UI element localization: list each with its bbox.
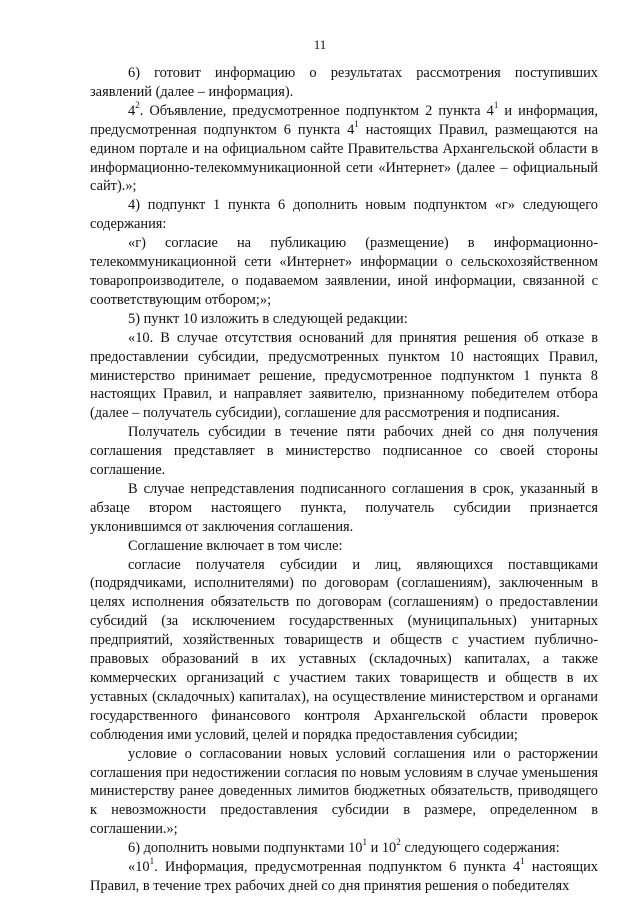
paragraph-text: «10. В случае отсутствия оснований для принятия решения об отказе в предоставлении субсидии, предусмотренных пунктом 10 настоящих Правил, министерство принимает решение, предусмотренное подпунктом 1 пункта 8 настоящих Правил, и направляет заявителю, признанному победителем отбора (далее – получатель субсидии), соглашение для рассмотрения и подписания.	[90, 329, 598, 422]
paragraph-text: и информация, предусмотренная подпунктом 6 пункта 4	[90, 102, 599, 138]
paragraph-text: Соглашение включает в том числе:	[128, 537, 343, 554]
paragraph-text: настоящих Правил, в течение трех рабочих дней со дня принятия решения о победителях	[90, 859, 598, 894]
paragraph-text: следующего содержания:	[400, 840, 560, 857]
paragraph-text: настоящих Правил, размещаются на едином портале и на официальном сайте Правительства Архангельской области в информационно-телекоммуникационной сети «Интернет» (далее – официальный сайт).»;	[90, 121, 598, 195]
paragraph-text: Получатель субсидии в течение пяти рабочих дней со дня получения соглашения представляет в министерство подписанное со своей стороны соглашение.	[90, 424, 598, 479]
superscript-index: 2	[396, 837, 401, 848]
paragraph-text: В случае непредставления подписанного соглашения в срок, указанный в абзаце втором настоящего пункта, получатель субсидии признается уклонившимся от заключения соглашения.	[90, 480, 598, 535]
superscript-index: 1	[149, 856, 155, 867]
paragraph-text: 6) дополнить новыми подпунктами 10	[128, 840, 363, 857]
superscript-index: 2	[135, 100, 140, 111]
paragraph	[90, 102, 598, 197]
paragraph	[90, 329, 598, 424]
paragraph	[90, 310, 598, 329]
paragraph-text: и 10	[366, 840, 397, 857]
paragraph-text: . Объявление, предусмотренное подпунктом 2 пункта 4	[139, 102, 494, 119]
superscript-index: 1	[354, 118, 359, 129]
superscript-index: 1	[493, 100, 499, 111]
paragraph-text: «10	[128, 859, 150, 876]
paragraph-text: 6) готовит информацию о результатах рассмотрения поступивших заявлений (далее – информация).	[90, 65, 598, 100]
paragraph	[90, 423, 598, 480]
paragraph	[90, 234, 598, 310]
paragraph	[90, 556, 598, 745]
paragraph-text: «г) согласие на публикацию (размещение) в информационно-телекоммуникационной сети «Интернет» информации о сельскохозяйственном товаропроизводителе, о подаваемом заявлении, иной информации, связанной с соответствующим отбором;»;	[90, 235, 598, 308]
superscript-index: 1	[362, 837, 367, 848]
paragraph-text: . Информация, предусмотренная подпунктом 6 пункта 4	[154, 859, 521, 876]
document-body	[90, 64, 598, 896]
paragraph-text: 4	[128, 102, 136, 119]
paragraph-text: 5) пункт 10 изложить в следующей редакции:	[128, 310, 408, 327]
paragraph	[90, 745, 598, 840]
paragraph-text: 4) подпункт 1 пункта 6 дополнить новым подпунктом «г» следующего содержания:	[90, 197, 598, 233]
paragraph-text: согласие получателя субсидии и лиц, являющихся поставщиками (подрядчиками, исполнителями) по договорам (соглашениям), заключенным в целях исполнения обязательств по договорам (соглашениям) о предоставлении субсидий (за исключением государственных (муниципальных) унитарных предприятий, хозяйственных товариществ и обществ с участием публично-правовых образований в их уставных (складочных) капиталах, а также коммерческих организаций с участием таких товариществ и обществ в их уставных (складочных) капиталах), на осуществление министерством и органами государственного финансового контроля Архангельской области проверок соблюдения ими условий, целей и порядка предоставления субсидии;	[90, 556, 598, 743]
paragraph	[90, 858, 598, 896]
page-number: 11	[313, 37, 327, 52]
paragraph-text: условие о согласовании новых условий соглашения или о расторжении соглашения при недостижении согласия по новым условиям в случае уменьшения министерству ранее доведенных лимитов бюджетных обязательств, приводящего к невозможности предоставления субсидии в размере, определенном в соглашении.»;	[90, 745, 598, 838]
paragraph	[90, 64, 598, 102]
paragraph	[90, 196, 598, 234]
paragraph	[90, 537, 598, 556]
superscript-index: 1	[520, 856, 525, 867]
paragraph	[90, 480, 598, 537]
